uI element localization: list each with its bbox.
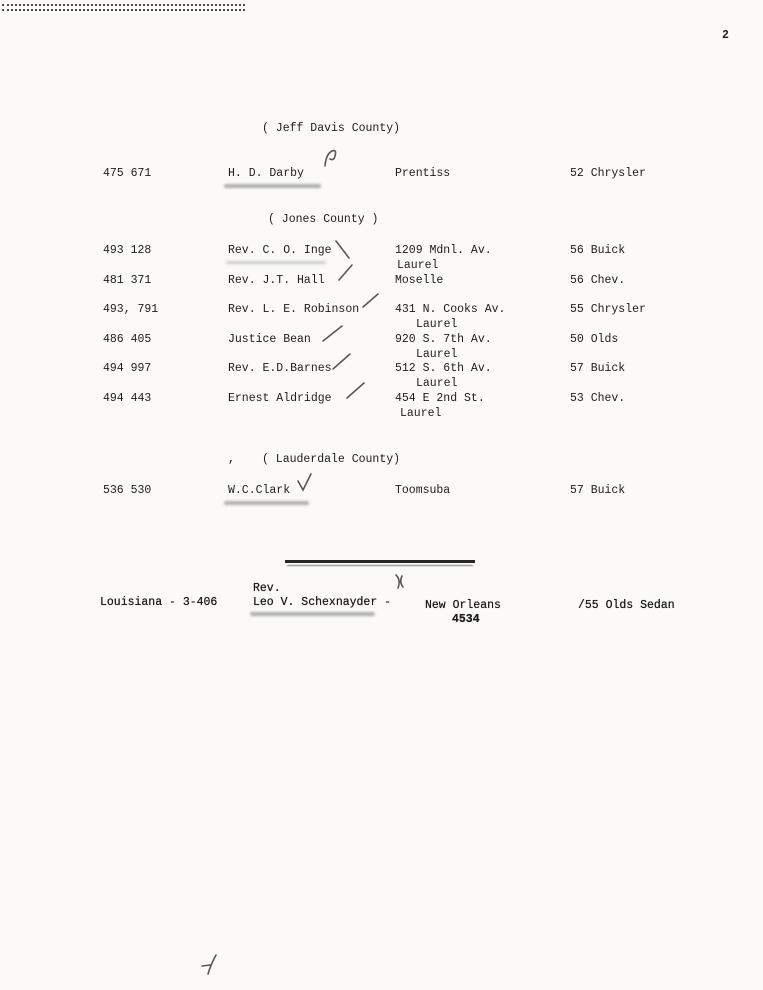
address: Moselle bbox=[395, 274, 444, 287]
tag-number: 536 530 bbox=[103, 484, 152, 497]
address: Prentiss bbox=[395, 167, 451, 180]
person-name: Ernest Aldridge bbox=[228, 392, 332, 405]
vehicle: 55 Chrysler bbox=[570, 303, 646, 316]
county-heading: ( Jones County ) bbox=[268, 213, 379, 226]
person-name: Leo V. Schexnayder - bbox=[253, 596, 392, 609]
vehicle: 57 Buick bbox=[570, 484, 626, 497]
address: 454 E 2nd St. bbox=[395, 392, 485, 405]
vehicle: 56 Chev. bbox=[570, 274, 626, 287]
tag-number: 494 443 bbox=[103, 392, 152, 405]
address: 512 S. 6th Av. bbox=[395, 362, 492, 375]
divider-line bbox=[285, 560, 475, 563]
person-title: Rev. bbox=[253, 582, 281, 595]
underline-smudge bbox=[224, 184, 321, 188]
pen-mark bbox=[336, 262, 356, 284]
underline-smudge bbox=[224, 501, 309, 505]
heading-comma: , bbox=[228, 453, 235, 466]
vehicle: 56 Buick bbox=[570, 244, 626, 257]
state-tag-number: Louisiana - 3-406 bbox=[100, 596, 218, 609]
scan-dots-artifact bbox=[2, 9, 245, 11]
pen-mark bbox=[344, 380, 368, 402]
address: Toomsuba bbox=[395, 484, 451, 497]
address: 1209 Mdnl. Av. bbox=[395, 244, 492, 257]
pen-mark bbox=[294, 471, 316, 495]
underline-smudge bbox=[250, 612, 375, 616]
tag-number: 493 128 bbox=[103, 244, 152, 257]
pen-mark bbox=[198, 952, 224, 978]
person-name: H. D. Darby bbox=[228, 167, 304, 180]
table-row bbox=[0, 243, 763, 258]
vehicle: 53 Chev. bbox=[570, 392, 626, 405]
scan-dots-artifact bbox=[2, 4, 245, 6]
county-heading: ( Lauderdale County) bbox=[262, 453, 401, 466]
tag-number: 475 671 bbox=[103, 167, 152, 180]
person-name: Rev. L. E. Robinson bbox=[228, 303, 360, 316]
table-row bbox=[0, 361, 763, 376]
tag-number: 493, 791 bbox=[103, 303, 159, 316]
table-row bbox=[0, 332, 763, 347]
address-line2: Laurel bbox=[397, 259, 439, 272]
tag-number: 494 997 bbox=[103, 362, 152, 375]
person-name: Justice Bean bbox=[228, 333, 311, 346]
person-name: Rev. J.T. Hall bbox=[228, 274, 325, 287]
tag-number: 486 405 bbox=[103, 333, 152, 346]
city: New Orleans bbox=[425, 599, 501, 612]
table-row bbox=[0, 166, 763, 181]
address-line2: Laurel bbox=[416, 318, 458, 331]
vehicle: 50 Olds bbox=[570, 333, 619, 346]
pen-mark bbox=[320, 323, 346, 345]
address-line2: Laurel bbox=[416, 377, 458, 390]
vehicle: 52 Chrysler bbox=[570, 167, 646, 180]
pen-mark bbox=[322, 148, 342, 170]
vehicle: 57 Buick bbox=[570, 362, 626, 375]
divider-line-echo bbox=[287, 565, 473, 566]
pen-mark bbox=[333, 238, 353, 262]
pen-mark bbox=[392, 572, 408, 592]
table-row bbox=[0, 391, 763, 406]
vehicle: /55 Olds Sedan bbox=[578, 599, 675, 612]
table-row bbox=[0, 483, 763, 498]
person-name: Rev. C. O. Inge bbox=[228, 244, 332, 257]
table-row bbox=[0, 273, 763, 288]
pen-mark bbox=[360, 291, 382, 311]
person-name: W.C.Clark bbox=[228, 484, 291, 497]
address-line2: Laurel bbox=[400, 407, 442, 420]
county-heading: ( Jeff Davis County) bbox=[262, 122, 401, 135]
pen-mark bbox=[330, 351, 354, 373]
tag-number: 481 371 bbox=[103, 274, 152, 287]
city-line2: 4534 bbox=[452, 613, 480, 626]
address-line2: Laurel bbox=[416, 348, 458, 361]
underline-smudge bbox=[226, 261, 326, 264]
person-name: Rev. E.D.Barnes bbox=[228, 362, 332, 375]
page-number: 2 bbox=[722, 29, 729, 42]
address: 431 N. Cooks Av. bbox=[395, 303, 506, 316]
address: 920 S. 7th Av. bbox=[395, 333, 492, 346]
